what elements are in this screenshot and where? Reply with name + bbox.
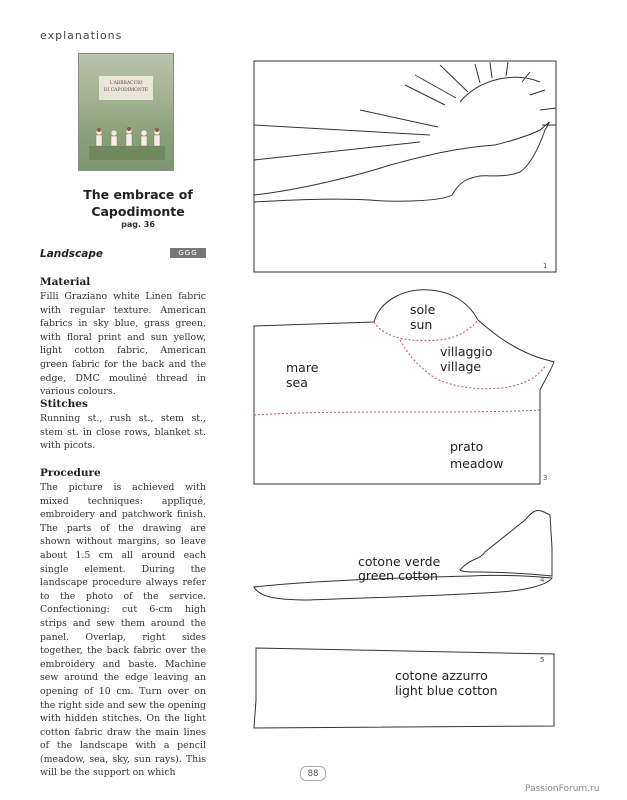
pattern-4: [254, 510, 552, 600]
pattern-4-hill: [460, 510, 552, 576]
stitches-heading: Stitches: [40, 398, 88, 410]
pattern-3-number: 3: [543, 474, 548, 482]
procedure-text: The picture is achieved with mixed techniques: appliqué, embroidery and patchwork finish. The parts of the drawing are shown without margins, so leave about 1.5 cm all around each single element. During the landscape procedure always refer to the photo of the service. Confectioning: cut 6-cm high strips and sew them around the panel. Overlap, right sides together, the back fabric over the embroidery and baste. Machine sew around the edge leaving an opening of 10 cm. Turn over on the right side and sew the opening with hidden stitches. On the light cotton fabric draw the main lines of the landscape with a pencil (meadow, sea, sky, sun rays). This will be the support on which: [40, 482, 206, 779]
pattern-diagrams: [240, 50, 570, 750]
pattern-3-sea-line: [254, 410, 540, 415]
pattern-1-sun-arc: [460, 77, 540, 102]
book-page-ref: pag. 36: [121, 220, 155, 229]
pattern-3: [254, 290, 554, 484]
book-cover-image: [78, 53, 174, 171]
pattern-1-ray: [506, 62, 508, 76]
page-number: 88: [300, 766, 326, 781]
watermark: PassionForum.ru: [525, 784, 600, 794]
label-prato: prato: [450, 439, 484, 454]
cover-title-line1: L'ABBRACCIO: [109, 81, 143, 86]
label-cotone-verde: cotone verde: [358, 554, 441, 569]
material-text: Filli Graziano white Linen fabric with regular texture. American fabrics in sky blue, grass green, with floral print and sun yellow, light cotton fabric, American green fabric for the back and the edge, DMC mouliné thread in various colours.: [40, 291, 206, 398]
procedure-heading: Procedure: [40, 467, 101, 479]
label-green-cotton: green cotton: [358, 568, 438, 583]
pattern-1-ray: [360, 110, 438, 127]
pattern-1-ray: [440, 65, 468, 92]
pattern-5: [254, 648, 554, 728]
pattern-1-ray: [254, 142, 420, 160]
pattern-1-ray: [530, 90, 545, 95]
pattern-4-number: 4: [540, 576, 545, 584]
label-sole: sole: [410, 302, 436, 317]
pattern-1-ray: [540, 108, 556, 110]
book-title-line1: The embrace of: [83, 187, 193, 202]
pattern-1-ray: [522, 72, 530, 82]
pattern-1-hill: [254, 122, 549, 202]
label-meadow: meadow: [450, 456, 504, 471]
pattern-1-ray: [254, 125, 430, 135]
label-cotone-azzurro: cotone azzurro: [395, 668, 488, 683]
section-label: explanations: [40, 29, 123, 42]
label-sun: sun: [410, 317, 433, 332]
label-sea: sea: [286, 375, 308, 390]
pattern-1-ray: [415, 75, 456, 98]
pattern-1-frame: [254, 61, 556, 272]
pattern-1-ray: [475, 64, 480, 83]
stitches-text: Running st., rush st., stem st., stem st. in close rows, blanket st. with picots.: [40, 413, 206, 452]
pattern-1-ray: [490, 62, 492, 78]
label-villaggio: villaggio: [440, 344, 493, 359]
label-mare: mare: [286, 360, 319, 375]
pattern-1-number: 1: [543, 262, 548, 270]
material-heading: Material: [40, 276, 91, 288]
project-name: Landscape: [40, 248, 103, 260]
pattern-5-number: 5: [540, 656, 545, 664]
label-light-blue-cotton: light blue cotton: [395, 683, 498, 698]
pattern-1: [254, 61, 556, 272]
cover-children-illustration: [89, 124, 165, 160]
label-village: village: [440, 359, 482, 374]
book-title: [40, 186, 236, 220]
difficulty-badge: GGG: [170, 248, 206, 258]
book-title-line2: Capodimonte: [91, 204, 185, 219]
cover-title-line2: DI CAPODIMONTE: [103, 88, 149, 93]
